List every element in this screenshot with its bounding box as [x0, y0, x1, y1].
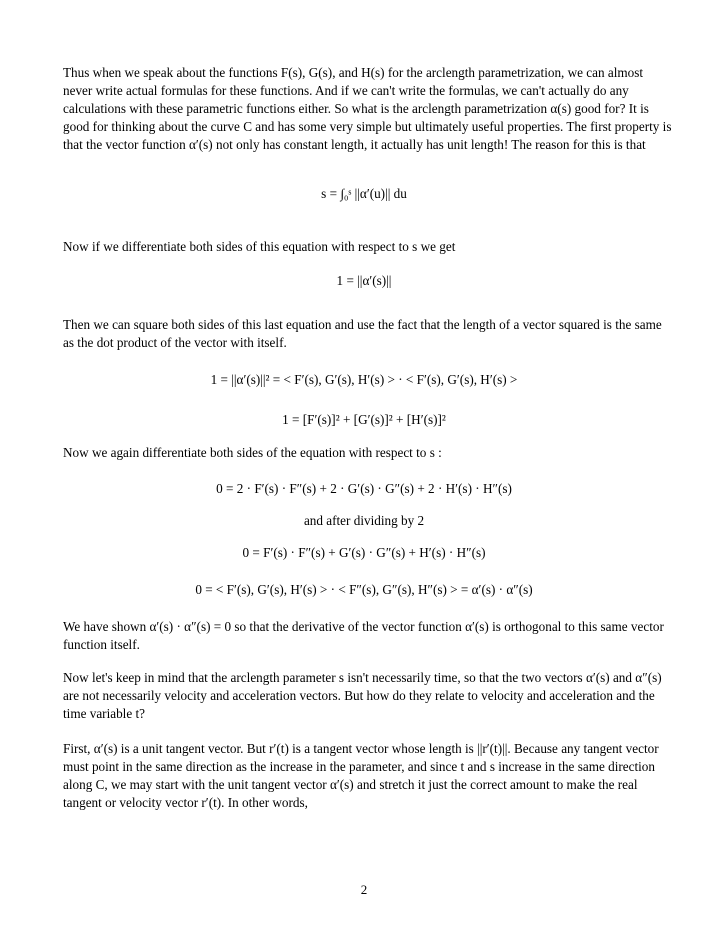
equation-text: 1 = ||α′(s)||: [336, 273, 392, 288]
dividing-note: [0, 513, 728, 529]
paragraph-tangent: [63, 740, 673, 812]
paragraph-text: Now we again differentiate both sides of the equation with respect to s :: [63, 445, 442, 460]
equation-divided: [0, 545, 728, 561]
paragraph-text: We have shown α′(s) · α″(s) = 0 so that the derivative of the vector function α′(s) is orthogonal to this same vector function itself.: [63, 619, 664, 652]
paragraph-orthogonal-result: [63, 618, 673, 654]
equation-arclength-integral: [0, 186, 728, 202]
paragraph-velocity: [63, 669, 673, 723]
note-text: and after dividing by 2: [303, 513, 425, 528]
paragraph-text: Then we can square both sides of this last equation and use the fact that the length of a vector squared is the same as the dot product of the vector with itself.: [63, 317, 662, 350]
equation-derivative: [0, 481, 728, 497]
paragraph-text: First, α′(s) is a unit tangent vector. But r′(t) is a tangent vector whose length is ||r′(t)||. Because any tangent vector must point in the same direction as the increase in the parameter, and since t and s increase in the same direction along C, we may start with the unit tangent vector α′(s) and stretch it just the correct amount to make the real tangent or velocity vector r′(t). In other words,: [63, 741, 659, 810]
equation-unit-length: [0, 273, 728, 289]
paragraph-differentiate-again: [63, 444, 673, 462]
paragraph-differentiate: [63, 238, 673, 256]
paragraph-square: [63, 316, 673, 352]
equation-text: 0 = F′(s) · F″(s) + G′(s) · G″(s) + H′(s) · H″(s): [242, 545, 486, 560]
equation-text: 0 = 2 · F′(s) · F″(s) + 2 · G′(s) · G″(s) + 2 · H′(s) · H″(s): [216, 481, 512, 496]
equation-sum-squares: [0, 412, 728, 428]
equation-text: 1 = ||α′(s)||² = < F′(s), G′(s), H′(s) > · < F′(s), G′(s), H′(s) >: [210, 372, 518, 387]
equation-text: s = ∫₀ˢ ||α′(u)|| du: [321, 186, 407, 201]
equation-text: 1 = [F′(s)]² + [G′(s)]² + [H′(s)]²: [282, 412, 446, 427]
equation-dot-product: [0, 372, 728, 388]
equation-orthogonal: [0, 582, 728, 598]
equation-text: 0 = < F′(s), G′(s), H′(s) > · < F″(s), G″(s), H″(s) > = α′(s) · α″(s): [195, 582, 533, 597]
page-number: 2: [360, 882, 368, 897]
paragraph-text: Thus when we speak about the functions F(s), G(s), and H(s) for the arclength parametrization, we can almost never write actual formulas for these functions. And if we can't write the formulas, we can't actually do any calculations with these parametric functions either. So what is the arclength parametrization α(s) good for? It is good for thinking about the curve C and has some very simple but ultimately useful properties. The first property is that the vector function α′(s) not only has constant length, it actually has unit length! The reason for this is that: [63, 65, 672, 152]
paragraph-text: Now let's keep in mind that the arclength parameter s isn't necessarily time, so that the two vectors α′(s) and α″(s) are not necessarily velocity and acceleration vectors. But how do they relate to velocity and acceleration and the time variable t?: [63, 670, 662, 721]
paragraph-intro: [63, 64, 673, 154]
paragraph-text: Now if we differentiate both sides of this equation with respect to s we get: [63, 239, 456, 254]
